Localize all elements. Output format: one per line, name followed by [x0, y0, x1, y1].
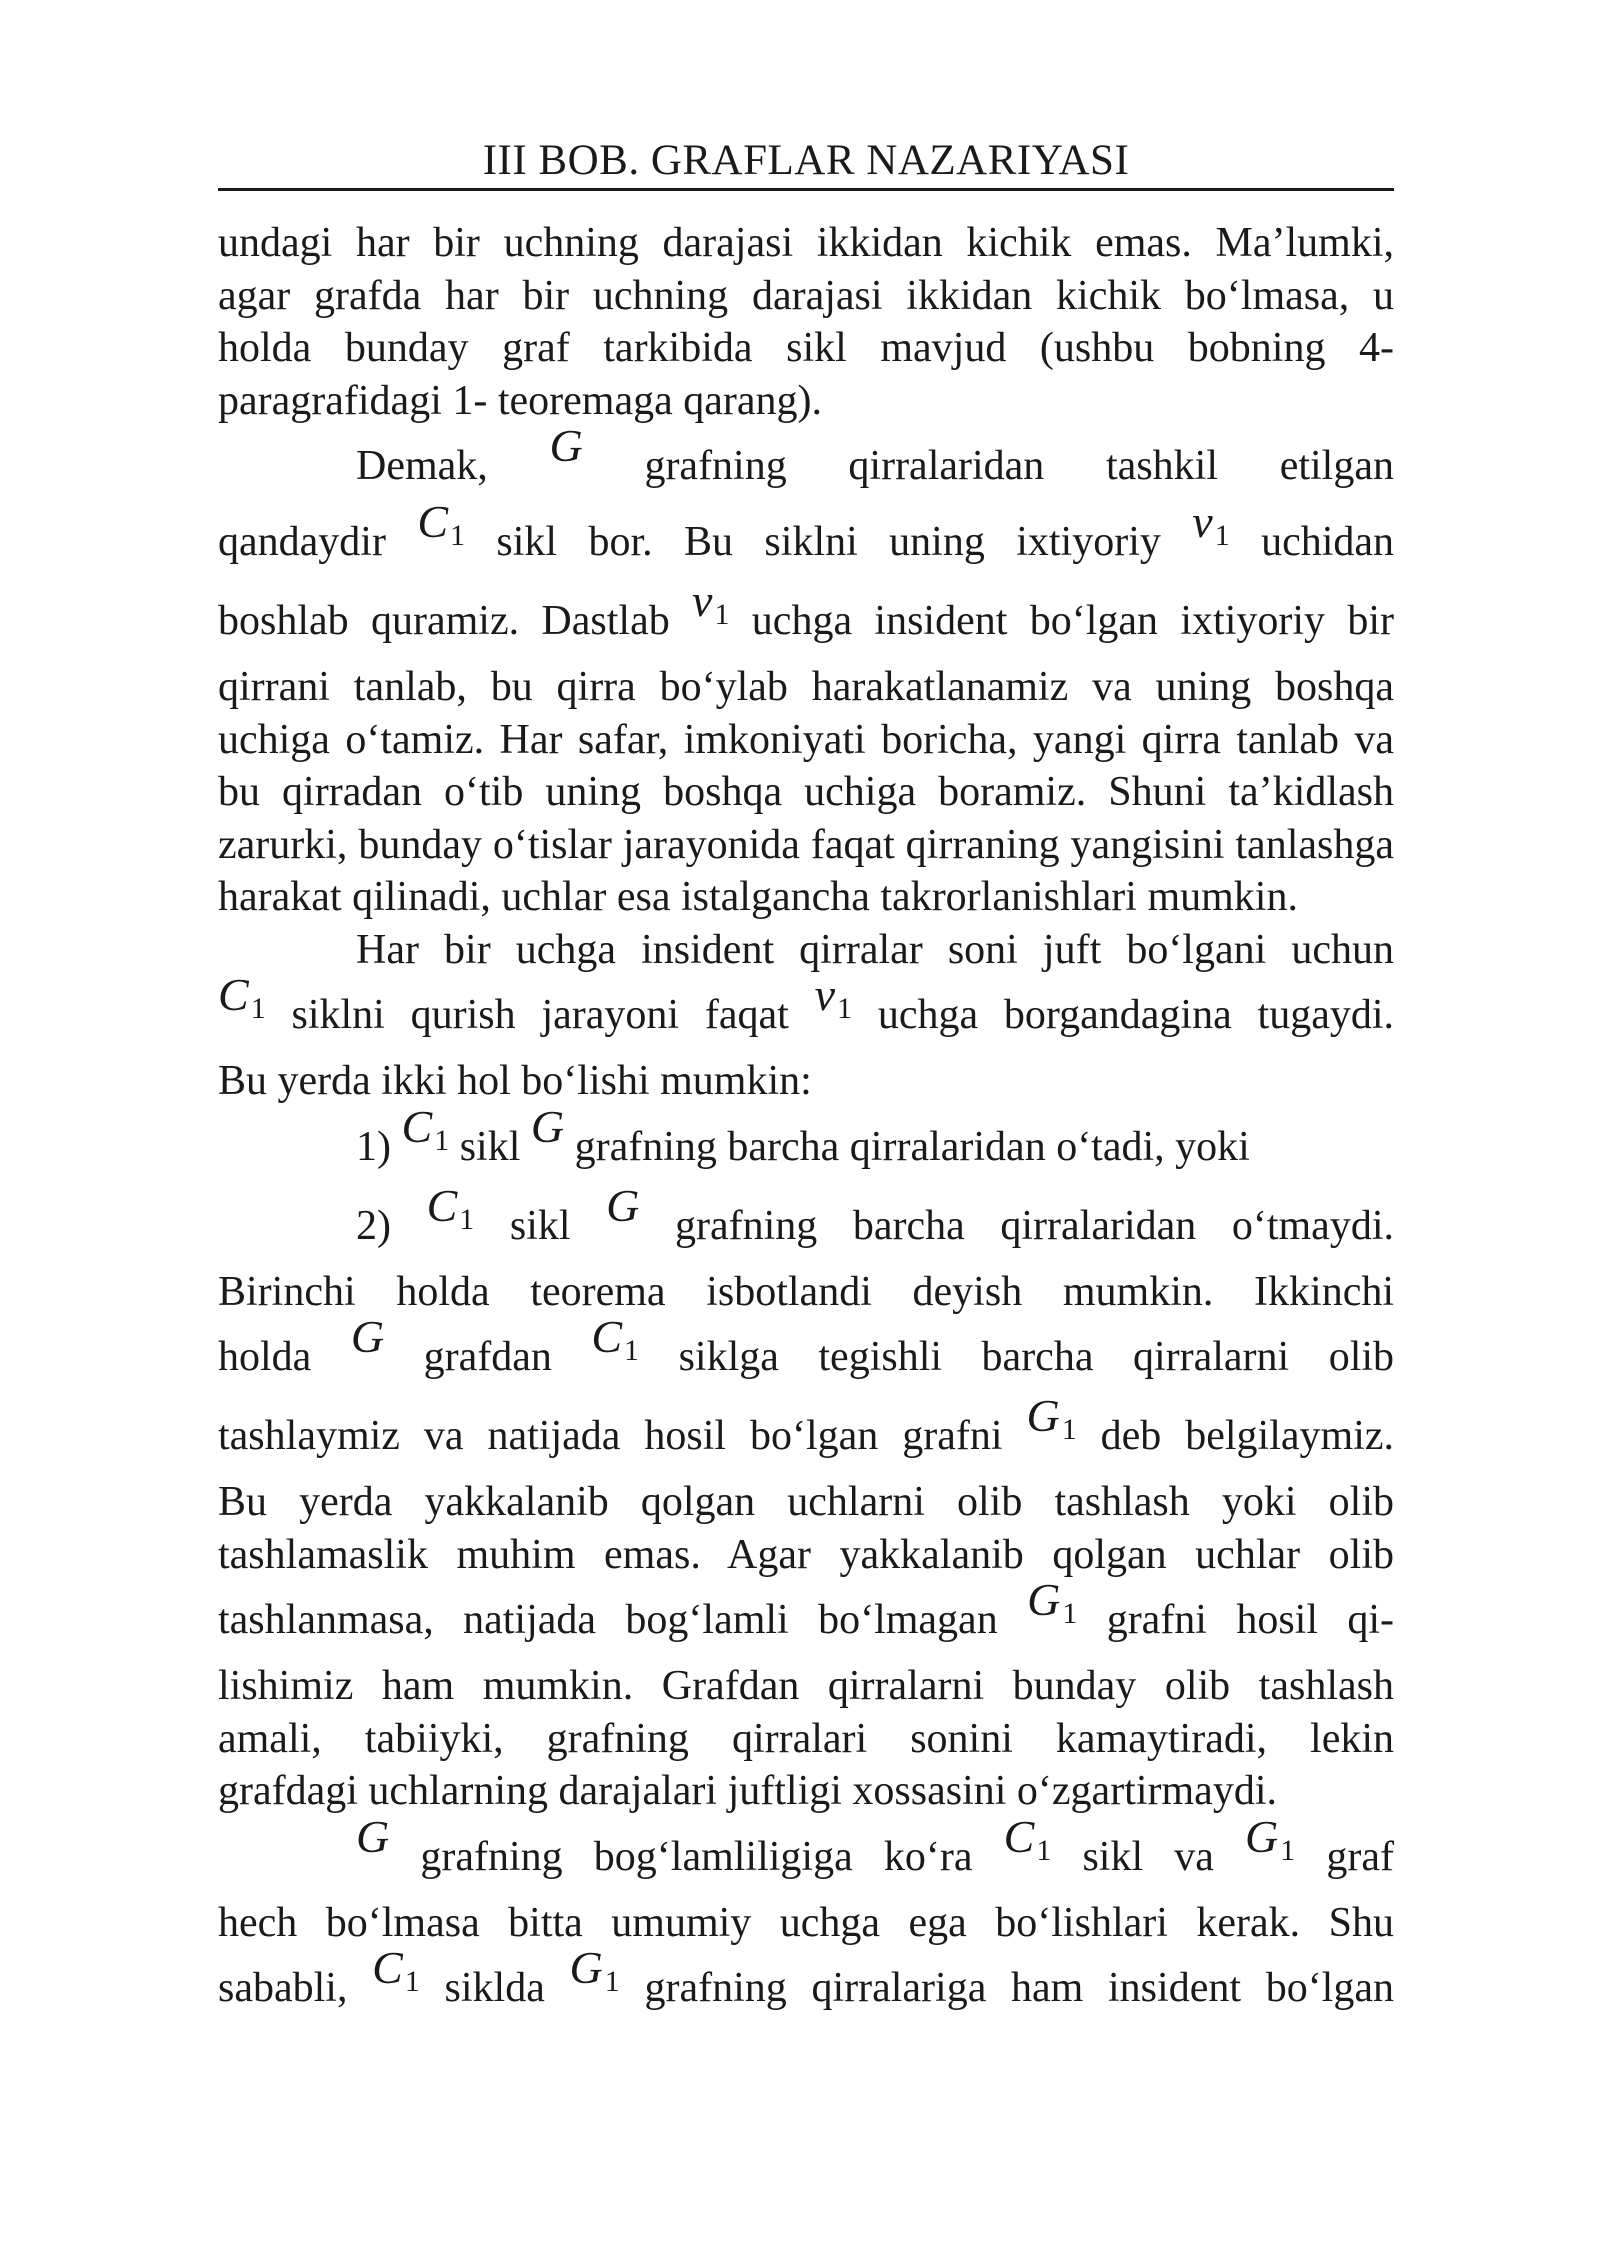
text-run: sikl: [509, 1202, 571, 1249]
list-item: [218, 1179, 1395, 1818]
body-text: [218, 217, 1394, 2028]
text-line: undagi har bir uchning darajasi ikkidan kichik emas. Ma’lumki,: [218, 220, 1394, 266]
text-line: grafdagi uchlarning darajalari juftligi xossasini o‘zgartirmaydi.: [218, 1768, 1277, 1814]
text-run: uchga insident bo‘lgan ixtiyoriy bir: [751, 598, 1394, 644]
math-G: G: [350, 1311, 385, 1362]
math-C1: C1: [1003, 1810, 1052, 1867]
text-line: [218, 1311, 1395, 1397]
text-line: holda bunday graf tarkibida sikl mavjud (ushbu bobning 4-: [218, 325, 1394, 371]
text-line: agar grafda har bir uchning darajasi ikkidan kichik bo‘lmasa, u: [218, 272, 1394, 319]
math-G1: G1: [1027, 1574, 1078, 1630]
math-G: G: [549, 420, 583, 471]
text-run: tashlaymiz va natijada hosil bo‘lgan grafni: [218, 1413, 1003, 1459]
text-run: sikl: [459, 1123, 521, 1170]
math-v1: v1: [692, 575, 730, 631]
text-line: [218, 969, 1395, 1055]
text-run: siklni qurish jarayoni faqat: [291, 992, 789, 1038]
math-C1: C1: [372, 1942, 420, 1998]
running-header: III BOB. GRAFLAR NAZARIYASI: [482, 137, 1130, 184]
text-line: Har bir uchga insident qirralar soni juft bo‘lgani uchun: [356, 926, 1394, 973]
paragraph: [218, 217, 1394, 427]
text-line: lishimiz ham mumkin. Grafdan qirralarni bunday olib tashlash: [218, 1663, 1394, 1709]
text-line: tashlamaslik muhim emas. Agar yakkalanib qolgan uchlar olib: [218, 1531, 1394, 1578]
text-run: grafdan: [423, 1334, 552, 1380]
text-run: grafning barcha qirralaridan o‘tadi, yoki: [574, 1123, 1250, 1170]
text-line: [218, 575, 1394, 661]
paragraph: [218, 420, 1395, 661]
text-run: boshlab quramiz. Dastlab: [218, 598, 670, 644]
text-run: sababli,: [218, 1965, 348, 2011]
text-run: uchga borgandagina tugaydi.: [877, 992, 1395, 1038]
paragraph: [218, 1810, 1395, 2029]
math-C1: C1: [401, 1100, 450, 1157]
math-G1: G1: [1245, 1810, 1296, 1867]
header-rule: [218, 188, 1394, 191]
item-number: 1): [356, 1123, 391, 1170]
text-run: grafning qirralaridan tashkil etilgan: [644, 443, 1394, 489]
text-run: grafning qirralariga ham insident bo‘lgan: [644, 1965, 1394, 2011]
text-run: deb belgilaymiz.: [1100, 1413, 1395, 1459]
math-v1: v1: [1192, 496, 1230, 552]
text-line: [218, 1574, 1395, 1660]
math-C1: C1: [417, 496, 466, 552]
math-G1: G1: [569, 1942, 620, 1998]
text-run: tashlanmasa, natijada bog‘lamli bo‘lmagan: [218, 1597, 998, 1643]
math-G: G: [356, 1810, 390, 1862]
math-C1: C1: [218, 969, 266, 1025]
math-C1: C1: [426, 1179, 475, 1236]
text-line: amali, tabiiyki, grafning qirralari sonini kamaytiradi, lekin: [218, 1715, 1394, 1762]
text-run: siklga tegishli barcha qirralarni olib: [678, 1334, 1395, 1380]
text-line: [218, 1179, 1394, 1266]
text-run: qandaydir: [218, 519, 386, 565]
text-run: siklda: [444, 1965, 545, 2011]
text-line: [218, 1390, 1395, 1476]
math-C1: C1: [591, 1311, 640, 1367]
item-number: 2): [356, 1202, 391, 1249]
text-run: graf: [1326, 1833, 1395, 1880]
text-line: [218, 1100, 1394, 1187]
text-line: [218, 1942, 1394, 2028]
text-run: grafni hosil qi-: [1106, 1597, 1395, 1643]
list-item: [218, 1100, 1394, 1187]
paragraph-continuation: qirrani tanlab, bu qirra bo‘ylab harakatlanamiz va uning boshqa uchiga o‘tamiz. Har safar, imkoniyati boricha, yangi qirra tanlab va bu qirradan o‘tib uning boshqa uchiga boramiz. Shuni ta’kidlash zarurki, bunday o‘tislar jarayonida faqat qirraning yangisini tanlashga harakat qilinadi, uchlar esa istalgancha takrorlanishlari mumkin.: [218, 664, 1394, 920]
text-run: grafning bog‘lamliligiga ko‘ra: [420, 1833, 973, 1880]
text-line: Birinchi holda teorema isbotlandi deyish mumkin. Ikkinchi: [218, 1268, 1394, 1315]
text-run: holda: [218, 1334, 312, 1380]
text-line: [218, 420, 1394, 503]
text-run: sikl bor. Bu siklni uning ixtiyoriy: [496, 519, 1161, 565]
paragraph: [218, 924, 1394, 1108]
text-run: sikl va: [1082, 1833, 1214, 1880]
math-G: G: [530, 1100, 565, 1152]
text-line: [218, 496, 1395, 582]
text-line: Bu yerda yakkalanib qolgan uchlarni olib tashlash yoki olib: [218, 1479, 1394, 1525]
math-v1: v1: [814, 969, 853, 1025]
math-G: G: [606, 1179, 640, 1231]
text-line: paragrafidagi 1- teoremaga qarang).: [218, 377, 822, 424]
text-run: grafning barcha qirralaridan o‘tmaydi.: [674, 1202, 1394, 1249]
text-run: Demak,: [356, 443, 488, 489]
text-line: [218, 1810, 1395, 1897]
text-run: uchidan: [1261, 519, 1395, 565]
text-line: hech bo‘lmasa bitta umumiy uchga ega bo‘lishlari kerak. Shu: [218, 1899, 1394, 1946]
math-G1: G1: [1026, 1390, 1077, 1446]
text-line: Bu yerda ikki hol bo‘lishi mumkin:: [218, 1058, 812, 1104]
